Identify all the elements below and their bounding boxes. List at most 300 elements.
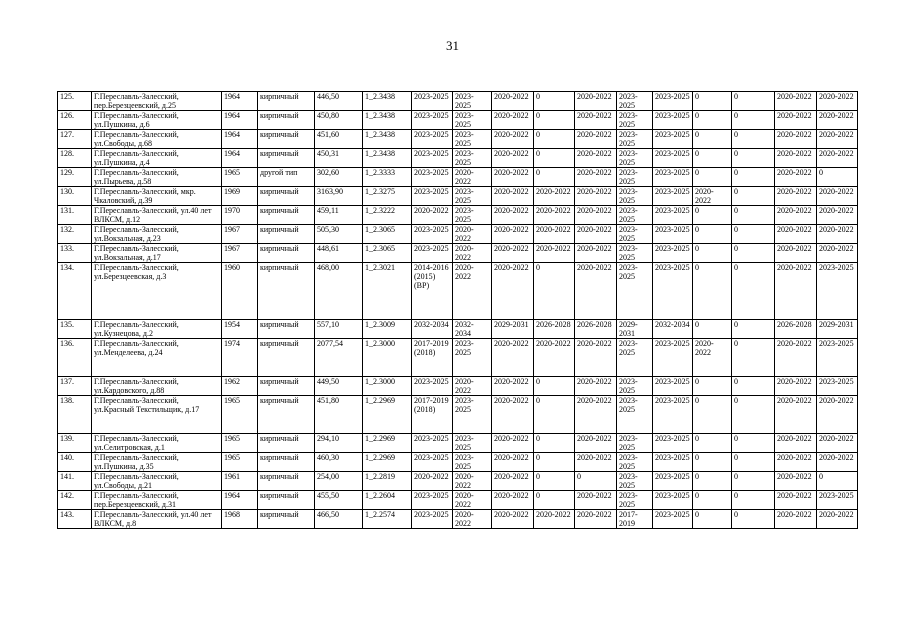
cell-build-year: 1961 [222, 472, 258, 491]
cell-wall-material: кирпичный [258, 187, 315, 206]
cell-area: 450,80 [315, 111, 363, 130]
cell-period-11: 2023-2025 [817, 491, 858, 510]
cell-period-3: 2020-2022 [492, 187, 534, 206]
cell-period-2: 2020-2022 [453, 168, 492, 187]
cell-period-3: 2020-2022 [492, 510, 534, 529]
cell-period-8: 0 [693, 453, 732, 472]
cell-index: 1_2.3438 [363, 111, 412, 130]
cell-period-4: 2020-2022 [534, 510, 575, 529]
cell-period-1: 2023-2025 [412, 244, 453, 263]
cell-period-4: 2020-2022 [534, 206, 575, 225]
cell-period-5: 2020-2022 [575, 263, 617, 320]
cell-period-3: 2020-2022 [492, 244, 534, 263]
cell-period-9: 0 [732, 168, 775, 187]
cell-period-11: 2020-2022 [817, 244, 858, 263]
cell-index: 1_2.3438 [363, 130, 412, 149]
cell-build-year: 1967 [222, 225, 258, 244]
cell-period-6: 2023-2025 [617, 396, 653, 434]
table-row [58, 377, 858, 396]
cell-period-11: 2020-2022 [817, 434, 858, 453]
cell-period-3: 2020-2022 [492, 149, 534, 168]
cell-period-11: 2020-2022 [817, 453, 858, 472]
cell-period-8: 0 [693, 263, 732, 320]
cell-period-8: 0 [693, 396, 732, 434]
cell-period-8: 0 [693, 168, 732, 187]
cell-address: Г.Переславль-Залесский, ул.Менделеева, д.24 [92, 339, 222, 377]
cell-row-number: 135. [58, 320, 92, 339]
cell-period-2: 2023-2025 [453, 149, 492, 168]
cell-period-3: 2020-2022 [492, 130, 534, 149]
cell-period-5: 2020-2022 [575, 453, 617, 472]
cell-period-5: 2020-2022 [575, 111, 617, 130]
cell-row-number: 127. [58, 130, 92, 149]
cell-period-5: 2020-2022 [575, 339, 617, 377]
cell-period-6: 2017-2019 [617, 510, 653, 529]
cell-period-2: 2023-2025 [453, 130, 492, 149]
cell-period-10: 2020-2022 [775, 225, 817, 244]
cell-period-10: 2020-2022 [775, 263, 817, 320]
cell-area: 302,60 [315, 168, 363, 187]
cell-address: Г.Переславль-Залесский, ул.Свободы, д.68 [92, 130, 222, 149]
cell-build-year: 1967 [222, 244, 258, 263]
cell-period-5: 2020-2022 [575, 396, 617, 434]
cell-area: 3163,90 [315, 187, 363, 206]
cell-period-2: 2020-2022 [453, 263, 492, 320]
cell-build-year: 1974 [222, 339, 258, 377]
cell-period-4: 0 [534, 491, 575, 510]
cell-period-9: 0 [732, 396, 775, 434]
table-row [58, 149, 858, 168]
cell-period-8: 0 [693, 225, 732, 244]
cell-address: Г.Переславль-Залесский, ул.Пушкина, д.4 [92, 149, 222, 168]
cell-wall-material: кирпичный [258, 377, 315, 396]
cell-wall-material: кирпичный [258, 111, 315, 130]
cell-period-10: 2020-2022 [775, 434, 817, 453]
cell-period-5: 2020-2022 [575, 510, 617, 529]
cell-period-11: 2020-2022 [817, 149, 858, 168]
cell-period-7: 2032-2034 [653, 320, 693, 339]
cell-period-8: 0 [693, 206, 732, 225]
cell-period-4: 0 [534, 168, 575, 187]
cell-period-4: 0 [534, 434, 575, 453]
table-row [58, 187, 858, 206]
cell-build-year: 1964 [222, 149, 258, 168]
cell-period-7: 2023-2025 [653, 130, 693, 149]
cell-period-4: 0 [534, 111, 575, 130]
cell-period-6: 2023-2025 [617, 111, 653, 130]
cell-index: 1_2.3000 [363, 377, 412, 396]
cell-index: 1_2.3065 [363, 225, 412, 244]
cell-period-1: 2017-2019 (2018) [412, 396, 453, 434]
cell-period-4: 2020-2022 [534, 339, 575, 377]
table-row [58, 491, 858, 510]
cell-period-4: 2020-2022 [534, 244, 575, 263]
cell-period-1: 2023-2025 [412, 491, 453, 510]
cell-area: 557,10 [315, 320, 363, 339]
cell-period-11: 2020-2022 [817, 92, 858, 111]
housing-register-table [57, 91, 858, 529]
cell-period-9: 0 [732, 263, 775, 320]
cell-period-2: 2032-2034 [453, 320, 492, 339]
cell-index: 1_2.2969 [363, 453, 412, 472]
table-row [58, 263, 858, 320]
cell-address: Г.Переславль-Залесский, ул.Селитровская, д.1 [92, 434, 222, 453]
cell-row-number: 133. [58, 244, 92, 263]
cell-index: 1_2.3009 [363, 320, 412, 339]
cell-row-number: 137. [58, 377, 92, 396]
cell-period-9: 0 [732, 92, 775, 111]
cell-period-7: 2023-2025 [653, 92, 693, 111]
cell-period-4: 0 [534, 377, 575, 396]
cell-build-year: 1964 [222, 130, 258, 149]
cell-period-2: 2020-2022 [453, 377, 492, 396]
cell-period-3: 2020-2022 [492, 92, 534, 111]
cell-period-4: 2020-2022 [534, 225, 575, 244]
cell-period-3: 2020-2022 [492, 472, 534, 491]
cell-period-3: 2020-2022 [492, 225, 534, 244]
cell-period-9: 0 [732, 187, 775, 206]
cell-wall-material: кирпичный [258, 472, 315, 491]
cell-period-5: 2020-2022 [575, 434, 617, 453]
cell-period-1: 2023-2025 [412, 434, 453, 453]
cell-period-1: 2017-2019 (2018) [412, 339, 453, 377]
cell-period-3: 2020-2022 [492, 453, 534, 472]
cell-area: 451,60 [315, 130, 363, 149]
table-row [58, 396, 858, 434]
cell-period-7: 2023-2025 [653, 396, 693, 434]
cell-period-3: 2020-2022 [492, 206, 534, 225]
cell-period-11: 2020-2022 [817, 187, 858, 206]
cell-period-2: 2023-2025 [453, 111, 492, 130]
cell-period-10: 2020-2022 [775, 453, 817, 472]
cell-period-10: 2020-2022 [775, 377, 817, 396]
cell-period-10: 2020-2022 [775, 491, 817, 510]
table-row [58, 510, 858, 529]
cell-period-5: 2020-2022 [575, 92, 617, 111]
cell-period-3: 2020-2022 [492, 111, 534, 130]
cell-period-3: 2020-2022 [492, 263, 534, 320]
cell-period-1: 2023-2025 [412, 168, 453, 187]
cell-period-5: 2020-2022 [575, 149, 617, 168]
table-row [58, 92, 858, 111]
cell-period-1: 2023-2025 [412, 149, 453, 168]
cell-area: 450,31 [315, 149, 363, 168]
cell-index: 1_2.3333 [363, 168, 412, 187]
table-row [58, 206, 858, 225]
cell-wall-material: кирпичный [258, 263, 315, 320]
table-row [58, 244, 858, 263]
cell-wall-material: кирпичный [258, 130, 315, 149]
cell-address: Г.Переславль-Залесский, пер.Березцеевский, д.25 [92, 92, 222, 111]
cell-period-7: 2023-2025 [653, 187, 693, 206]
cell-period-6: 2023-2025 [617, 187, 653, 206]
cell-wall-material: кирпичный [258, 225, 315, 244]
table-row [58, 225, 858, 244]
cell-period-1: 2023-2025 [412, 225, 453, 244]
cell-address: Г.Переславль-Залесский, ул.Вокзальная, д.23 [92, 225, 222, 244]
cell-period-6: 2023-2025 [617, 130, 653, 149]
cell-address: Г.Переславль-Залесский, ул.Кардовского, д.88 [92, 377, 222, 396]
cell-period-11: 2020-2022 [817, 225, 858, 244]
cell-wall-material: кирпичный [258, 339, 315, 377]
cell-period-1: 2020-2022 [412, 472, 453, 491]
cell-row-number: 130. [58, 187, 92, 206]
cell-period-7: 2023-2025 [653, 111, 693, 130]
cell-build-year: 1968 [222, 510, 258, 529]
cell-period-2: 2023-2025 [453, 434, 492, 453]
cell-period-8: 0 [693, 472, 732, 491]
cell-period-1: 2032-2034 [412, 320, 453, 339]
cell-period-9: 0 [732, 453, 775, 472]
cell-period-11: 2020-2022 [817, 396, 858, 434]
cell-period-3: 2020-2022 [492, 396, 534, 434]
cell-period-5: 2020-2022 [575, 187, 617, 206]
cell-period-5: 2020-2022 [575, 244, 617, 263]
cell-build-year: 1964 [222, 111, 258, 130]
cell-period-11: 2023-2025 [817, 263, 858, 320]
cell-row-number: 128. [58, 149, 92, 168]
cell-period-7: 2023-2025 [653, 339, 693, 377]
cell-period-7: 2023-2025 [653, 149, 693, 168]
cell-row-number: 126. [58, 111, 92, 130]
cell-period-10: 2026-2028 [775, 320, 817, 339]
cell-period-1: 2023-2025 [412, 130, 453, 149]
page-number: 31 [446, 38, 459, 53]
cell-period-1: 2020-2022 [412, 206, 453, 225]
cell-wall-material: кирпичный [258, 396, 315, 434]
cell-period-8: 0 [693, 111, 732, 130]
cell-address: Г.Переславль-Залесский, ул.Березцеевская, д.3 [92, 263, 222, 320]
cell-period-6: 2029-2031 [617, 320, 653, 339]
cell-period-9: 0 [732, 339, 775, 377]
cell-row-number: 141. [58, 472, 92, 491]
cell-area: 449,50 [315, 377, 363, 396]
table-row [58, 320, 858, 339]
table-row [58, 472, 858, 491]
cell-period-1: 2023-2025 [412, 92, 453, 111]
cell-period-10: 2020-2022 [775, 339, 817, 377]
cell-period-9: 0 [732, 244, 775, 263]
cell-index: 1_2.2969 [363, 434, 412, 453]
cell-address: Г.Переславль-Залесский, ул.40 лет ВЛКСМ, д.8 [92, 510, 222, 529]
cell-period-3: 2020-2022 [492, 339, 534, 377]
cell-period-2: 2020-2022 [453, 510, 492, 529]
cell-period-9: 0 [732, 472, 775, 491]
cell-index: 1_2.3000 [363, 339, 412, 377]
cell-period-10: 2020-2022 [775, 472, 817, 491]
cell-address: Г.Переславль-Залесский, ул.Вокзальная, д.17 [92, 244, 222, 263]
table-row [58, 434, 858, 453]
cell-period-6: 2023-2025 [617, 453, 653, 472]
cell-area: 455,50 [315, 491, 363, 510]
cell-period-2: 2023-2025 [453, 92, 492, 111]
cell-period-9: 0 [732, 320, 775, 339]
cell-period-8: 0 [693, 92, 732, 111]
cell-index: 1_2.3222 [363, 206, 412, 225]
cell-period-11: 2020-2022 [817, 510, 858, 529]
cell-index: 1_2.2969 [363, 396, 412, 434]
cell-period-3: 2020-2022 [492, 434, 534, 453]
cell-wall-material: кирпичный [258, 510, 315, 529]
cell-area: 460,30 [315, 453, 363, 472]
cell-area: 459,11 [315, 206, 363, 225]
cell-period-10: 2020-2022 [775, 396, 817, 434]
cell-period-6: 2023-2025 [617, 263, 653, 320]
cell-period-9: 0 [732, 149, 775, 168]
cell-period-8: 0 [693, 130, 732, 149]
cell-period-7: 2023-2025 [653, 510, 693, 529]
cell-period-1: 2023-2025 [412, 377, 453, 396]
cell-index: 1_2.2604 [363, 491, 412, 510]
cell-period-10: 2020-2022 [775, 187, 817, 206]
cell-period-3: 2029-2031 [492, 320, 534, 339]
cell-period-8: 0 [693, 320, 732, 339]
cell-address: Г.Переславль-Залесский, ул.Кузнецова, д.2 [92, 320, 222, 339]
cell-period-1: 2014-2016 (2015) (ВР) [412, 263, 453, 320]
cell-row-number: 125. [58, 92, 92, 111]
cell-period-2: 2023-2025 [453, 206, 492, 225]
cell-period-8: 0 [693, 491, 732, 510]
cell-period-10: 2020-2022 [775, 130, 817, 149]
cell-period-5: 2020-2022 [575, 377, 617, 396]
cell-build-year: 1965 [222, 453, 258, 472]
cell-wall-material: кирпичный [258, 149, 315, 168]
cell-period-8: 0 [693, 244, 732, 263]
cell-index: 1_2.3438 [363, 149, 412, 168]
cell-period-1: 2023-2025 [412, 453, 453, 472]
cell-period-9: 0 [732, 111, 775, 130]
cell-period-9: 0 [732, 206, 775, 225]
cell-period-11: 2023-2025 [817, 339, 858, 377]
cell-period-7: 2023-2025 [653, 225, 693, 244]
cell-area: 294,10 [315, 434, 363, 453]
cell-address: Г.Переславль-Залесский, ул.40 лет ВЛКСМ, д.12 [92, 206, 222, 225]
cell-period-11: 2020-2022 [817, 111, 858, 130]
cell-index: 1_2.2574 [363, 510, 412, 529]
cell-period-8: 2020-2022 [693, 187, 732, 206]
cell-row-number: 143. [58, 510, 92, 529]
cell-period-6: 2023-2025 [617, 472, 653, 491]
cell-period-2: 2023-2025 [453, 396, 492, 434]
cell-period-8: 0 [693, 149, 732, 168]
cell-period-11: 0 [817, 168, 858, 187]
cell-index: 1_2.3438 [363, 92, 412, 111]
cell-period-4: 0 [534, 149, 575, 168]
cell-wall-material: кирпичный [258, 491, 315, 510]
cell-period-7: 2023-2025 [653, 168, 693, 187]
table-row [58, 130, 858, 149]
cell-period-5: 2020-2022 [575, 491, 617, 510]
cell-index: 1_2.3065 [363, 244, 412, 263]
cell-period-5: 0 [575, 472, 617, 491]
cell-period-8: 0 [693, 434, 732, 453]
cell-period-6: 2023-2025 [617, 491, 653, 510]
cell-period-5: 2020-2022 [575, 168, 617, 187]
cell-period-7: 2023-2025 [653, 377, 693, 396]
cell-wall-material: кирпичный [258, 244, 315, 263]
cell-period-5: 2026-2028 [575, 320, 617, 339]
cell-period-7: 2023-2025 [653, 472, 693, 491]
cell-period-1: 2023-2025 [412, 111, 453, 130]
cell-index: 1_2.3275 [363, 187, 412, 206]
cell-period-11: 2023-2025 [817, 377, 858, 396]
cell-period-7: 2023-2025 [653, 491, 693, 510]
cell-period-2: 2023-2025 [453, 339, 492, 377]
cell-period-7: 2023-2025 [653, 434, 693, 453]
cell-period-7: 2023-2025 [653, 206, 693, 225]
cell-build-year: 1954 [222, 320, 258, 339]
cell-period-9: 0 [732, 491, 775, 510]
cell-period-10: 2020-2022 [775, 111, 817, 130]
cell-period-7: 2023-2025 [653, 453, 693, 472]
cell-address: Г.Переславль-Залесский, ул.Красный Текстильщик, д.17 [92, 396, 222, 434]
cell-period-6: 2023-2025 [617, 339, 653, 377]
cell-period-10: 2020-2022 [775, 244, 817, 263]
cell-period-4: 0 [534, 396, 575, 434]
cell-area: 2077,54 [315, 339, 363, 377]
cell-period-6: 2023-2025 [617, 149, 653, 168]
cell-period-1: 2023-2025 [412, 187, 453, 206]
cell-period-4: 2026-2028 [534, 320, 575, 339]
cell-period-10: 2020-2022 [775, 510, 817, 529]
cell-address: Г.Переславль-Залесский, мкр. Чкаловский, д.39 [92, 187, 222, 206]
cell-period-10: 2020-2022 [775, 149, 817, 168]
cell-period-6: 2023-2025 [617, 92, 653, 111]
cell-period-2: 2020-2022 [453, 225, 492, 244]
table-row [58, 111, 858, 130]
cell-area: 448,61 [315, 244, 363, 263]
cell-period-2: 2023-2025 [453, 453, 492, 472]
cell-period-9: 0 [732, 434, 775, 453]
cell-period-9: 0 [732, 225, 775, 244]
cell-period-9: 0 [732, 510, 775, 529]
cell-index: 1_2.2819 [363, 472, 412, 491]
cell-build-year: 1965 [222, 396, 258, 434]
cell-period-10: 2020-2022 [775, 92, 817, 111]
cell-period-7: 2023-2025 [653, 244, 693, 263]
cell-period-11: 2020-2022 [817, 130, 858, 149]
cell-period-11: 0 [817, 472, 858, 491]
cell-period-3: 2020-2022 [492, 377, 534, 396]
cell-wall-material: кирпичный [258, 206, 315, 225]
cell-row-number: 139. [58, 434, 92, 453]
cell-address: Г.Переславль-Залесский, ул.Пырьева, д.58 [92, 168, 222, 187]
cell-row-number: 134. [58, 263, 92, 320]
cell-period-8: 0 [693, 377, 732, 396]
cell-period-2: 2020-2022 [453, 244, 492, 263]
cell-period-3: 2020-2022 [492, 491, 534, 510]
cell-period-6: 2023-2025 [617, 244, 653, 263]
cell-row-number: 138. [58, 396, 92, 434]
cell-area: 254,00 [315, 472, 363, 491]
table-row [58, 453, 858, 472]
cell-area: 468,00 [315, 263, 363, 320]
cell-row-number: 142. [58, 491, 92, 510]
table-row [58, 168, 858, 187]
cell-row-number: 129. [58, 168, 92, 187]
cell-period-5: 2020-2022 [575, 206, 617, 225]
cell-build-year: 1964 [222, 92, 258, 111]
cell-area: 466,50 [315, 510, 363, 529]
cell-period-4: 0 [534, 92, 575, 111]
cell-address: Г.Переславль-Залесский, ул.Пушкина, д.35 [92, 453, 222, 472]
cell-wall-material: кирпичный [258, 92, 315, 111]
cell-area: 505,30 [315, 225, 363, 244]
cell-period-4: 2020-2022 [534, 187, 575, 206]
cell-index: 1_2.3021 [363, 263, 412, 320]
table-row [58, 339, 858, 377]
cell-period-1: 2023-2025 [412, 510, 453, 529]
